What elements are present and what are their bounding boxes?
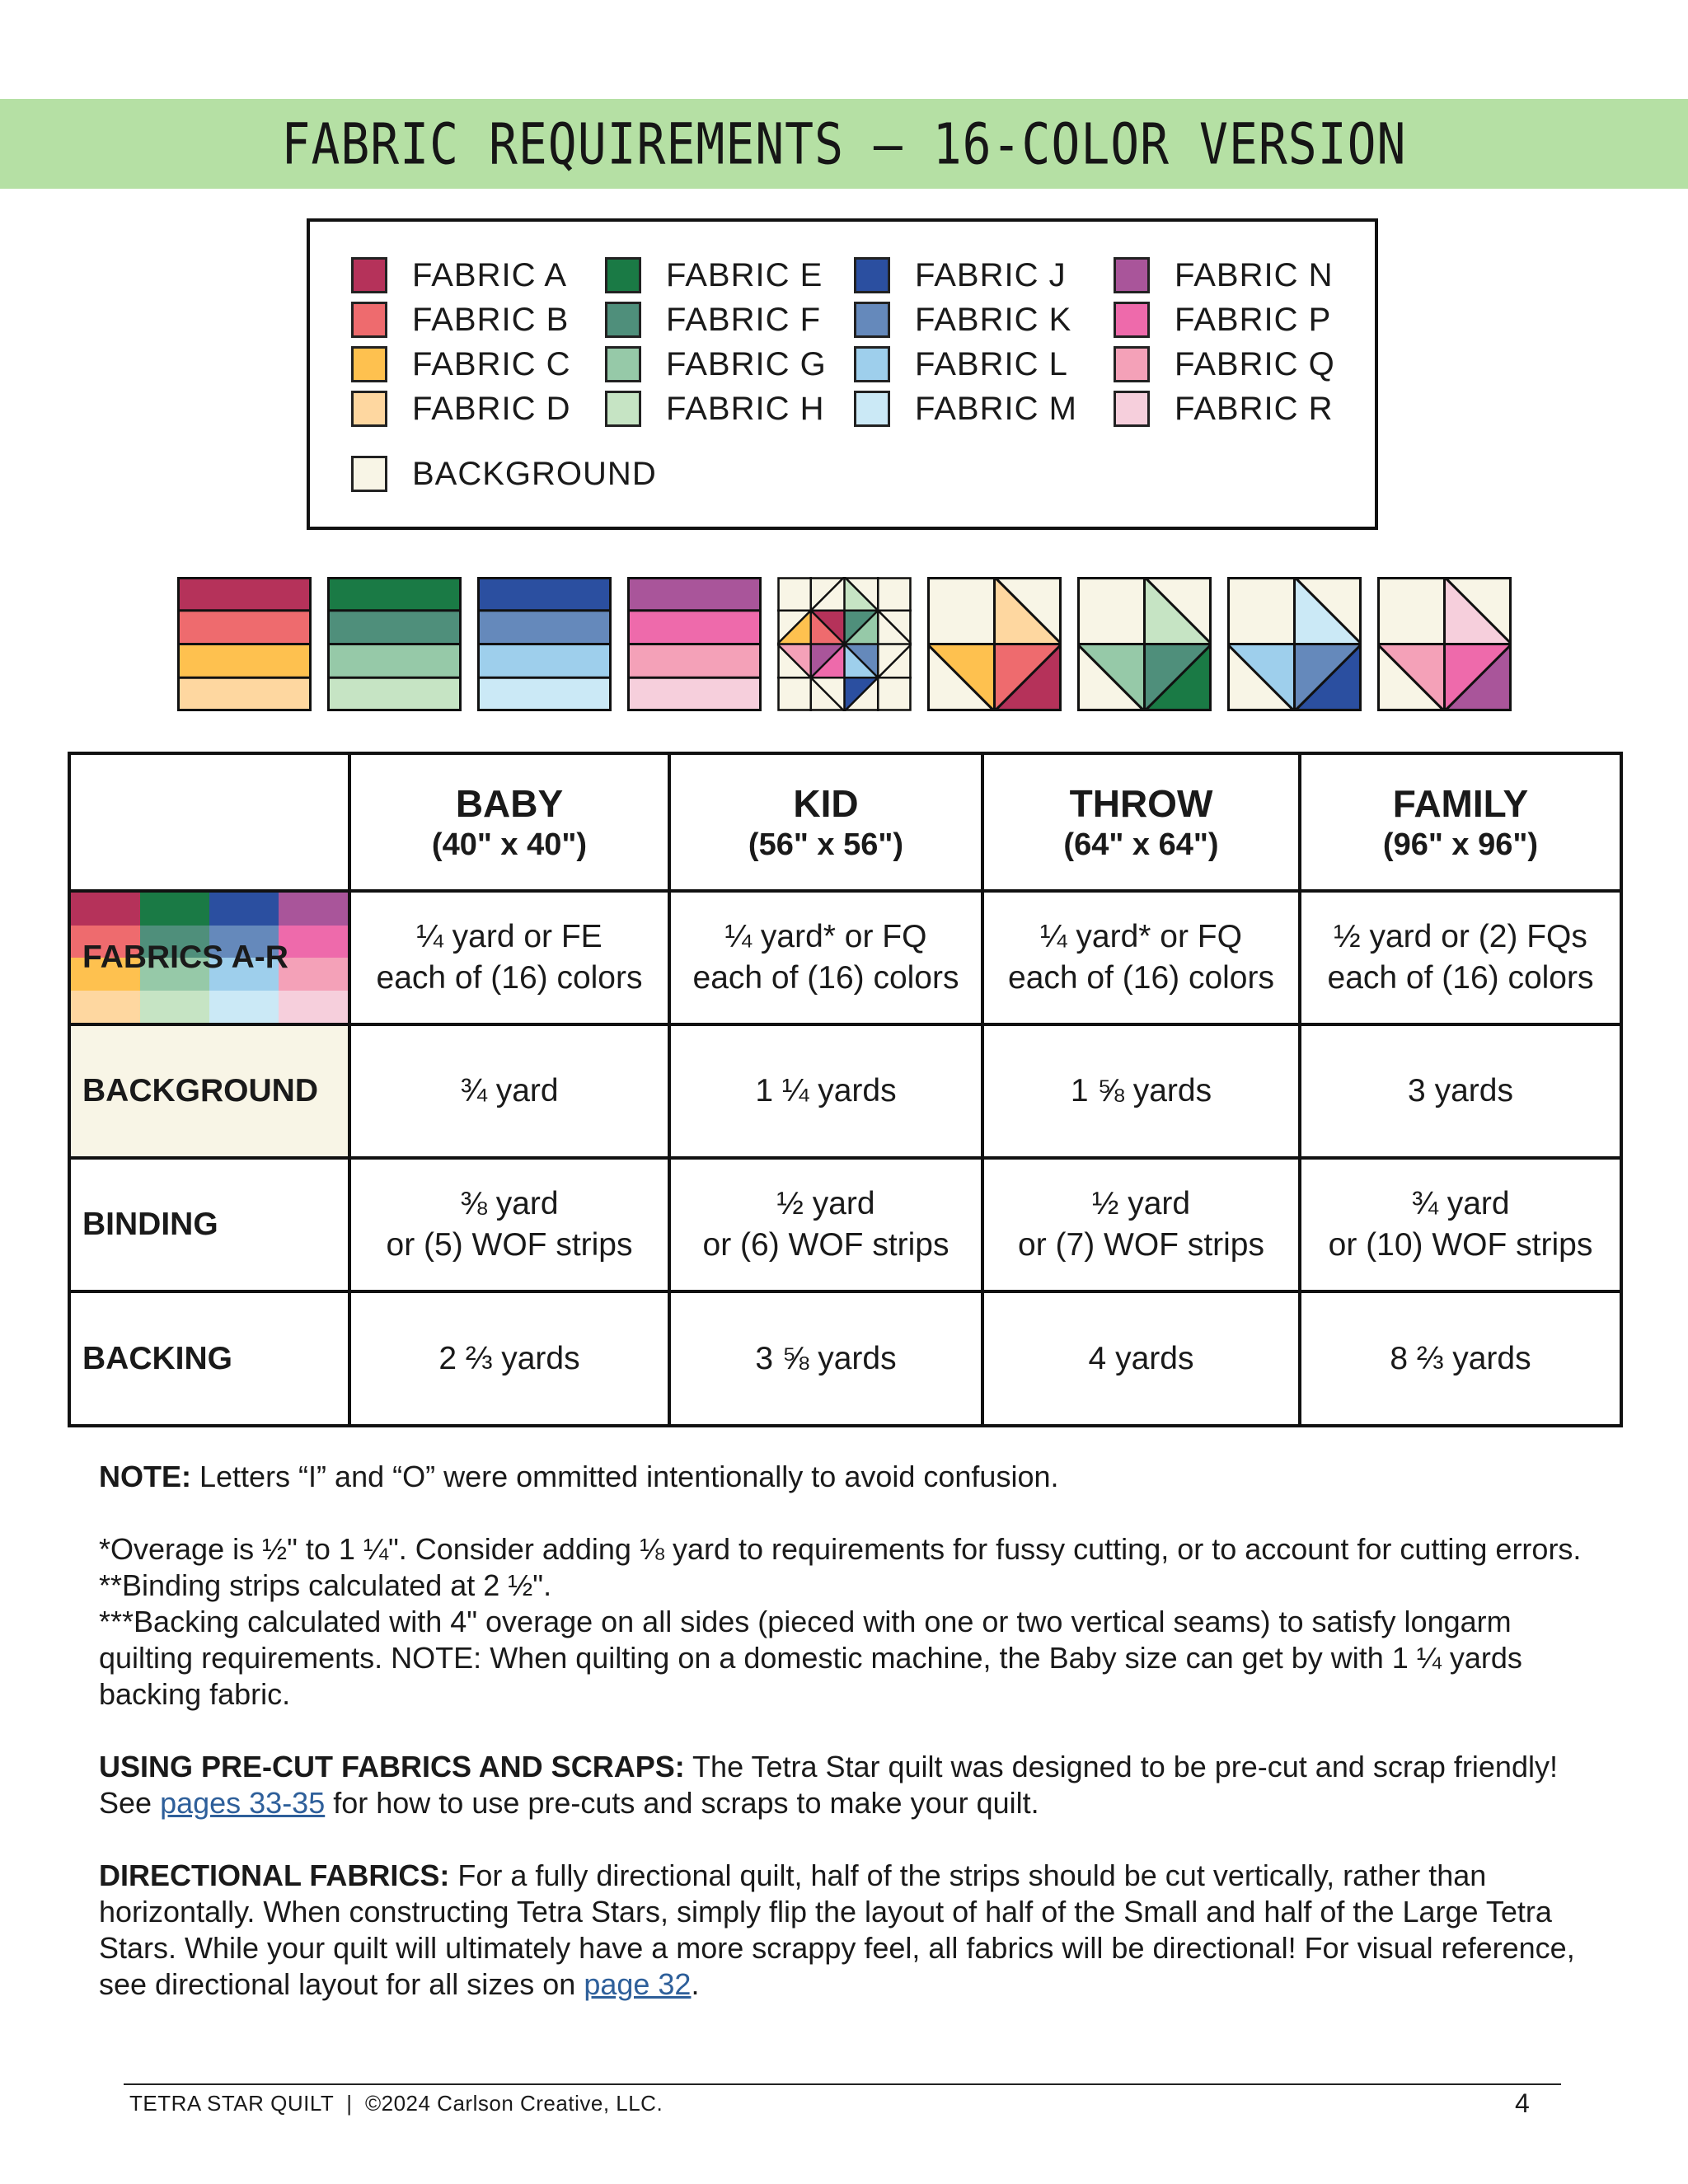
backing-note: ***Backing calculated with 4" overage on all sides (pieced with one or two vertical seams) to satisfy longarm quilting requirements. NOTE: When quilting on a domestic machine, the Baby size can get by with 1 ¼ yards backing fabric.: [99, 1605, 1522, 1711]
legend-swatch: [605, 346, 641, 382]
legend-swatch: [351, 391, 387, 427]
legend-item: [605, 344, 827, 385]
cell-line: ½ yard: [1091, 1186, 1191, 1221]
legend-label: FABRIC R: [1175, 390, 1334, 427]
footer-divider: [124, 2083, 1561, 2085]
legend-label: FABRIC A: [412, 256, 568, 293]
cell-line: each of (16) colors: [1008, 960, 1274, 996]
table-cell: 2 ⅔ yards: [349, 1291, 669, 1426]
cell-line: each of (16) colors: [692, 960, 959, 996]
legend-item: [351, 388, 570, 429]
block-preview-row: [0, 577, 1688, 715]
row-label: BACKING: [69, 1291, 349, 1426]
legend-label: FABRIC Q: [1175, 345, 1335, 382]
large-tetra-star-j-m: [1227, 577, 1362, 711]
size-dims: (56" x 56"): [748, 827, 904, 862]
header-throw: [982, 753, 1300, 891]
legend-label: FABRIC G: [666, 345, 827, 382]
strip-set-j-m: [477, 577, 612, 711]
size-name: THROW: [1069, 781, 1213, 825]
table-cell: 3 ⅝ yards: [669, 1291, 982, 1426]
legend-item: [854, 388, 1077, 429]
cell-line: ½ yard or (2) FQs: [1334, 919, 1587, 954]
legend-item: [351, 255, 567, 296]
row-label: BACKGROUND: [69, 1024, 349, 1158]
cell-line: or (5) WOF strips: [386, 1227, 633, 1263]
table-header-row: [69, 753, 1621, 891]
legend-swatch: [605, 257, 641, 293]
legend-swatch: [1114, 391, 1150, 427]
large-tetra-star-a-d: [927, 577, 1062, 711]
row-label: FABRICS A-R: [82, 940, 288, 975]
legend-swatch: [605, 302, 641, 338]
legend-swatch: [351, 346, 387, 382]
size-dims: (64" x 64"): [1063, 827, 1219, 862]
legend-label: FABRIC B: [412, 301, 570, 338]
binding-note: **Binding strips calculated at 2 ½".: [99, 1568, 552, 1602]
table-cell: [349, 891, 669, 1024]
legend-label: FABRIC F: [666, 301, 822, 338]
directional-label: DIRECTIONAL FABRICS:: [99, 1858, 450, 1892]
legend-label: FABRIC P: [1175, 301, 1332, 338]
table-cell: 4 yards: [982, 1291, 1300, 1426]
header-empty-cell: [69, 753, 349, 891]
legend-swatch: [854, 257, 890, 293]
precut-text: for how to use pre-cuts and scraps to make your quilt.: [325, 1786, 1039, 1820]
directional-text: .: [691, 1967, 700, 2001]
legend-swatch: [1114, 302, 1150, 338]
cell-line: each of (16) colors: [1327, 960, 1594, 996]
legend-label: FABRIC H: [666, 390, 825, 427]
table-cell: [982, 891, 1300, 1024]
legend-label: BACKGROUND: [412, 455, 657, 492]
legend-item: [1114, 344, 1335, 385]
size-dims: (96" x 96"): [1382, 827, 1539, 862]
row-label: BINDING: [69, 1158, 349, 1291]
large-tetra-star-n-r: [1377, 577, 1512, 711]
table-cell: 1 ¼ yards: [669, 1024, 982, 1158]
legend-item: [605, 299, 821, 340]
page-number: 4: [1515, 2088, 1530, 2118]
title-banner: [0, 99, 1688, 189]
legend-swatch: [1114, 346, 1150, 382]
header-family: [1300, 753, 1621, 891]
legend-swatch: [351, 302, 387, 338]
legend-item-background: [351, 453, 657, 494]
strip-set-n-r: [627, 577, 762, 711]
legend-label: FABRIC K: [915, 301, 1072, 338]
table-row-backing: [69, 1291, 1621, 1426]
table-cell: 1 ⅝ yards: [982, 1024, 1300, 1158]
legend-swatch: [351, 456, 387, 492]
strip-set-e-h: [327, 577, 462, 711]
legend-item: [351, 299, 569, 340]
table-cell: [669, 1158, 982, 1291]
page-title: FABRIC REQUIREMENTS – 16-COLOR VERSION: [281, 110, 1407, 177]
legend-swatch: [605, 391, 641, 427]
table-cell: [1300, 1158, 1621, 1291]
notes-section: [99, 1459, 1599, 2003]
legend-swatch: [854, 346, 890, 382]
legend-item: [1114, 255, 1333, 296]
legend-item: [605, 255, 823, 296]
legend-label: FABRIC E: [666, 256, 823, 293]
cell-line: each of (16) colors: [376, 960, 643, 996]
table-cell: ¾ yard: [349, 1024, 669, 1158]
size-name: BABY: [455, 781, 564, 825]
cell-line: or (10) WOF strips: [1328, 1227, 1593, 1263]
table-row-fabrics: [69, 891, 1621, 1024]
legend-swatch: [351, 257, 387, 293]
legend-item: [854, 299, 1071, 340]
size-dims: (40" x 40"): [431, 827, 588, 862]
table-cell: [669, 891, 982, 1024]
cell-line: ⅜ yard: [460, 1186, 559, 1221]
legend-item: [854, 344, 1068, 385]
small-tetra-star-block: [777, 577, 912, 711]
legend-label: FABRIC M: [915, 390, 1077, 427]
header-baby: [349, 753, 669, 891]
cell-line: ¼ yard* or FQ: [1040, 919, 1242, 954]
legend-label: FABRIC J: [915, 256, 1067, 293]
precut-text: The Tetra Star quilt was designed to be pre-cut and scrap friendly! See: [99, 1750, 1558, 1820]
fabrics-label-cell: [69, 891, 349, 1024]
table-cell: [982, 1158, 1300, 1291]
legend-item: [1114, 388, 1333, 429]
precut-note: [99, 1749, 1599, 1821]
table-cell: 3 yards: [1300, 1024, 1621, 1158]
fabric-requirements-table: [68, 752, 1623, 1427]
directional-note: [99, 1858, 1599, 2003]
cell-line: or (7) WOF strips: [1018, 1227, 1264, 1263]
pages-33-35-link[interactable]: pages 33-35: [160, 1786, 326, 1820]
note-omitted-letters: [99, 1459, 1599, 1495]
cell-line: ¼ yard* or FQ: [724, 919, 927, 954]
table-row-background: [69, 1024, 1621, 1158]
footer-credit: TETRA STAR QUILT | ©2024 Carlson Creative, LLC.: [129, 2091, 663, 2116]
legend-item: [351, 344, 570, 385]
cell-line: ¾ yard: [1411, 1186, 1510, 1221]
legend-swatch: [1114, 257, 1150, 293]
cell-line: or (6) WOF strips: [702, 1227, 950, 1263]
table-cell: [349, 1158, 669, 1291]
legend-swatch: [854, 302, 890, 338]
legend-item: [1114, 299, 1331, 340]
legend-label: FABRIC L: [915, 345, 1068, 382]
legend-item: [854, 255, 1067, 296]
table-row-binding: [69, 1158, 1621, 1291]
cell-line: ½ yard: [776, 1186, 875, 1221]
note-text: Letters “I” and “O” were ommitted intentionally to avoid confusion.: [191, 1460, 1059, 1493]
strip-set-a-d: [177, 577, 312, 711]
legend-label: FABRIC C: [412, 345, 571, 382]
fabric-legend: [307, 218, 1378, 530]
legend-label: FABRIC D: [412, 390, 571, 427]
note-label: NOTE:: [99, 1460, 191, 1493]
size-name: FAMILY: [1392, 781, 1529, 825]
precut-label: USING PRE-CUT FABRICS AND SCRAPS:: [99, 1750, 685, 1783]
table-cell: [1300, 891, 1621, 1024]
page-32-link[interactable]: page 32: [584, 1967, 692, 2001]
overage-note: *Overage is ½" to 1 ¼". Consider adding ⅛ yard to requirements for fussy cutting, or to account for cutting errors.: [99, 1532, 1582, 1566]
legend-item: [605, 388, 824, 429]
table-cell: 8 ⅔ yards: [1300, 1291, 1621, 1426]
header-kid: [669, 753, 982, 891]
size-name: KID: [793, 781, 859, 825]
legend-swatch: [854, 391, 890, 427]
large-tetra-star-e-h: [1077, 577, 1212, 711]
directional-text: For a fully directional quilt, half of the strips should be cut vertically, rather than horizontally. When constructing Tetra Stars, simply flip the layout of half of the Small and half of the Large Tetra Stars. While your quilt will ultimately have a more scrappy feel, all fabrics will be directional! For visual reference, see directional layout for all sizes on: [99, 1858, 1575, 2001]
cell-line: ¼ yard or FE: [416, 919, 603, 954]
legend-label: FABRIC N: [1175, 256, 1334, 293]
